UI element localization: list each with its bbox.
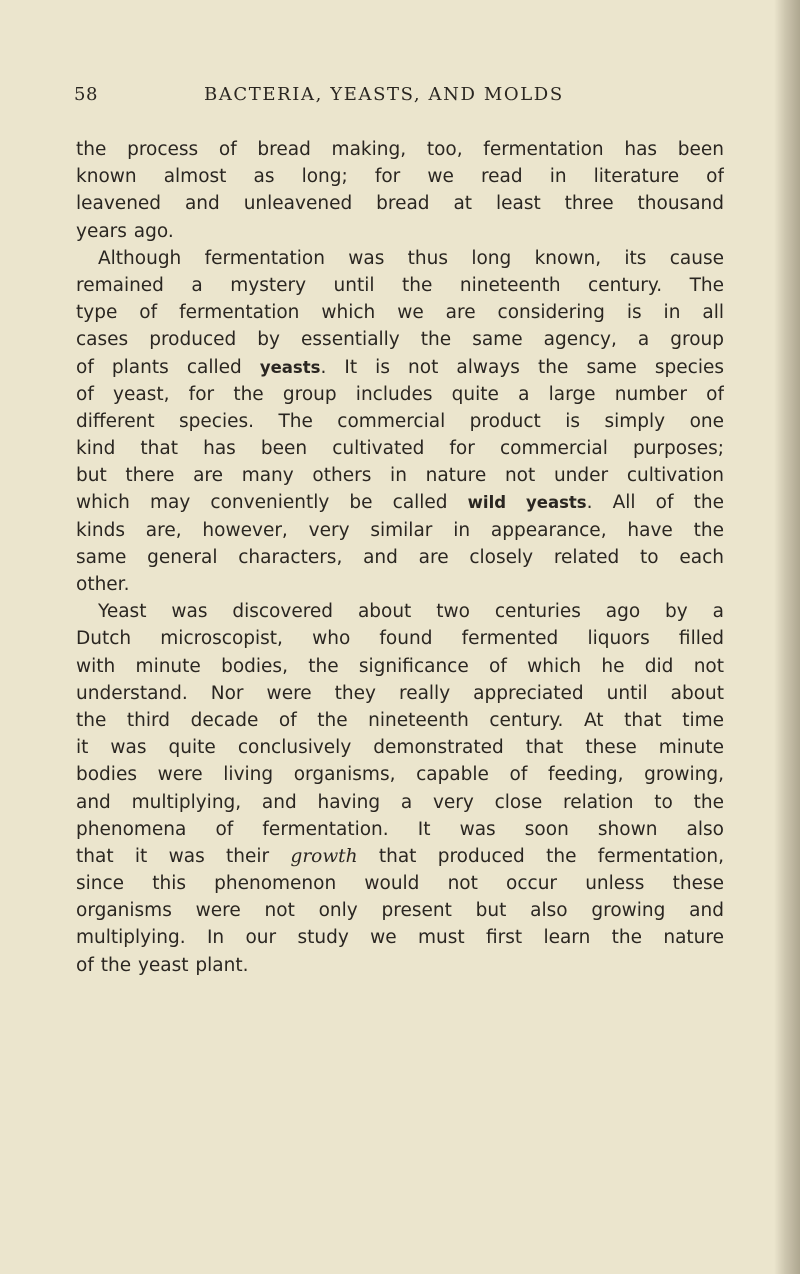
text-run: . All of the bbox=[586, 492, 724, 514]
text-line: different species. The commercial product is simply one bbox=[76, 410, 724, 432]
text-line: multiplying. In our study we must first learn the nature bbox=[76, 927, 724, 949]
text-line: leavened and unleavened bread at least three thousand bbox=[76, 193, 724, 215]
text-line: it was quite conclusively demonstrated that these minute bbox=[76, 737, 724, 759]
text-line bbox=[76, 354, 724, 381]
text-line: remained a mystery until the nineteenth century. The bbox=[76, 274, 724, 296]
text-run: which may conveniently be called bbox=[76, 492, 468, 514]
text-line: since this phenomenon would not occur unless these bbox=[76, 873, 724, 895]
text-run: that it was their bbox=[76, 845, 291, 867]
body-text bbox=[76, 136, 724, 979]
text-line: with minute bodies, the significance of which he did not bbox=[76, 655, 724, 677]
term-yeasts: yeasts bbox=[259, 357, 321, 377]
text-line: and multiplying, and having a very close relation to the bbox=[76, 791, 724, 813]
text-line: Yeast was discovered about two centuries ago by a bbox=[98, 601, 724, 623]
text-run: of plants called bbox=[76, 356, 260, 378]
text-line: bodies were living organisms, capable of feeding, growing, bbox=[76, 764, 724, 786]
text-line: the process of bread making, too, fermentation has been bbox=[76, 139, 724, 160]
text-line: same general characters, and are closely related to each bbox=[76, 546, 724, 568]
text-line: but there are many others in nature not under cultivation bbox=[76, 465, 724, 487]
text-line: cases produced by essentially the same agency, a group bbox=[76, 329, 724, 351]
text-line: of yeast, for the group includes quite a large number of bbox=[76, 383, 724, 405]
page-number: 58 bbox=[74, 84, 98, 105]
text-line bbox=[76, 843, 724, 870]
text-line bbox=[76, 489, 724, 516]
term-wild-yeasts: wild yeasts bbox=[467, 493, 587, 513]
text-run: . It is not always the same species bbox=[320, 356, 724, 378]
text-line: of the yeast plant. bbox=[76, 954, 249, 976]
text-line: known almost as long; for we read in literature of bbox=[76, 166, 724, 188]
text-run: that produced the fermentation, bbox=[357, 845, 724, 867]
emphasis-growth: growth bbox=[290, 845, 358, 867]
text-line: the third decade of the nineteenth century. At that time bbox=[76, 709, 724, 731]
text-line: kinds are, however, very similar in appearance, have the bbox=[76, 519, 724, 541]
page-header bbox=[74, 84, 734, 112]
text-line: understand. Nor were they really appreciated until about bbox=[76, 682, 724, 704]
text-line: years ago. bbox=[76, 220, 174, 242]
text-line: kind that has been cultivated for commercial purposes; bbox=[76, 438, 724, 460]
text-line: type of fermentation which we are considering is in all bbox=[76, 302, 724, 324]
page-gutter-shadow bbox=[774, 0, 800, 1274]
text-line: Although fermentation was thus long known, its cause bbox=[98, 247, 724, 269]
text-line: phenomena of fermentation. It was soon shown also bbox=[76, 818, 724, 840]
running-head: BACTERIA, YEASTS, AND MOLDS bbox=[204, 84, 564, 105]
text-line: Dutch microscopist, who found fermented liquors filled bbox=[76, 628, 724, 650]
text-line: other. bbox=[76, 574, 130, 595]
text-line: organisms were not only present but also growing and bbox=[76, 900, 724, 922]
